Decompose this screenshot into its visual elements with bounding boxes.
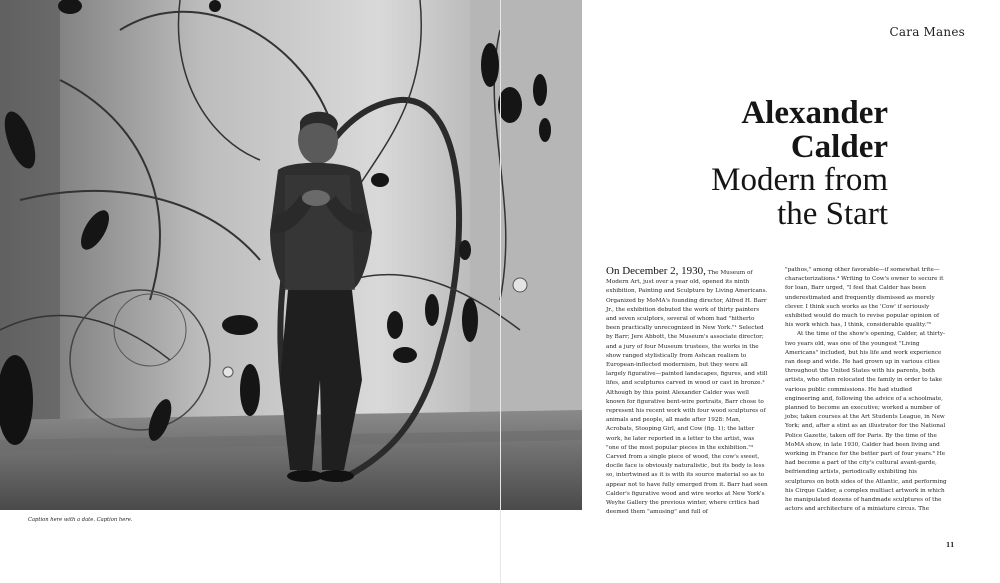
body-column-2	[785, 266, 947, 514]
article-title	[568, 96, 888, 231]
lede-text: On December 2, 1930,	[606, 265, 706, 277]
subtitle-line-2: the Start	[777, 196, 888, 232]
body-text-col1: The Museum of Modern Art, just over a year old, opened its ninth exhibition, Painting and Sculpture by Living Americans. Organized by MoMA's founding director, Alfred H. Barr Jr., the exhibition debuted the work of thirty painters and seven sculptors, several of whom had "hitherto been practically unrecognized in New York."¹ Selected by Barr; Jere Abbott, the Museum's associate director; and a jury of four Museum trustees, the works in the show ranged stylistically from Ashcan realism to European-inflected modernism, but they were all largely figurative—painted landscapes, figures, and still lifes, and sculptures carved in wood or cast in bronze.² Although by this point Alexander Calder was well known for figurative bent-wire portraits, Barr chose to represent his recent work with four wood sculptures of animals and people, all made after 1928: Man, Acrobats, Stooping Girl, and Cow (fig. 1); the latter work, he later reported in a letter to the artist, was "one of the most popular pieces in the exhibition."³ Carved from a single piece of wood, the cow's sweet, docile face is obviously naturalistic, but its body is less so, intertwined as it is with its source material so as to appear not to have fully emerged from it. Barr had seen Calder's figurative wood and wire works at New York's Weyhe Gallery the previous winter, where critics had deemed them "amusing" and full of	[606, 270, 768, 516]
title-line-1: Alexander	[741, 95, 888, 131]
body-column-1	[606, 266, 768, 517]
body-paragraph-2: "pathos," among other favorable—if somewhat trite—characterizations.⁴ Writing to Cow's owner to secure it for loan, Barr urged, "I feel that Calder has been underestimated and frequently dismissed as merely clever. I think such works as the 'Cow' if seriously exhibited would do much to revise popular opinion of his work which has, I think, considerable quality."⁵	[785, 267, 944, 329]
body-paragraph-3: At the time of the show's opening, Calder, at thirty-two years old, was one of the youngest "Living Americans" included, but his life and work experience ran deep and wide. He had grown up in various cities throughout the United States with his parents, both artists, who often relocated the family in order to take various public commissions. He had studied engineering and, following the advice of a schoolmate, planned to become an executive; worked a number of jobs; taken courses at the Art Students League, in New York; and, after a stint as an illustrator for the National Police Gazette, taken off for Paris. By the time of the MoMA show, in late 1930, Calder had been living and working in France for the better part of four years.⁶ He had become a part of the city's cultural avant-garde, befriending artists, periodically exhibiting his sculptures on both sides of the Atlantic, and performing his Cirque Calder, a complex multiact artwork in which he manipulated dozens of handmade sculptures of the actors and architecture of a miniature circus. The	[785, 331, 947, 513]
title-line-2: Calder	[790, 129, 888, 165]
body-paragraph-1	[606, 266, 768, 517]
author-name: Cara Manes	[889, 25, 965, 39]
page-gutter	[500, 0, 501, 583]
subtitle-line-1: Modern from	[711, 162, 888, 198]
photo-caption: Caption here with a date. Caption here.	[28, 517, 133, 523]
page-number: 11	[946, 542, 955, 549]
